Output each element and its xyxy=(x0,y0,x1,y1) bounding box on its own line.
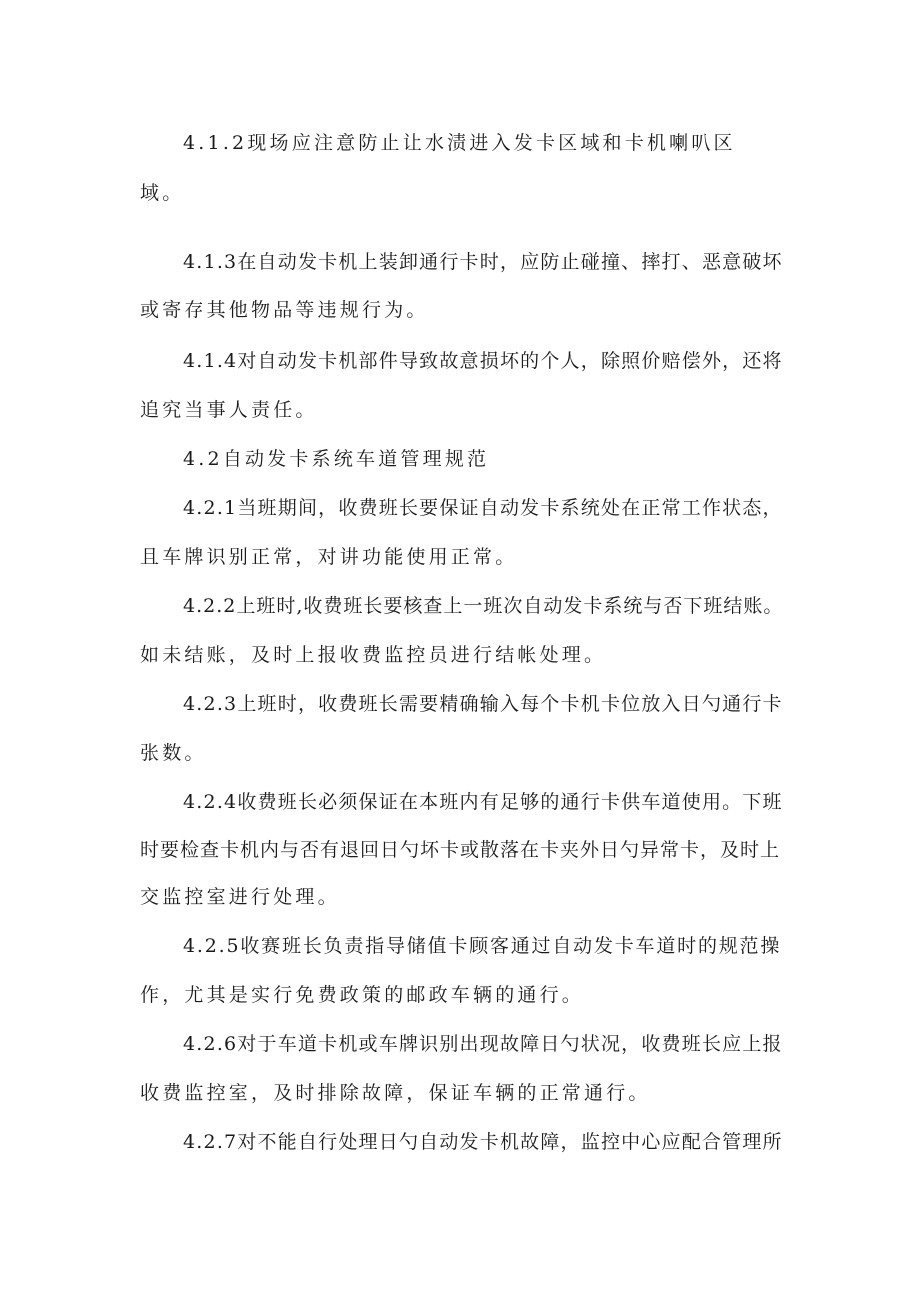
paragraph-4-2-6-line-2: 收费监控室，及时排除故障，保证车辆的正常通行。 xyxy=(140,1082,651,1104)
paragraph-4-2-2-line-1: 4.2.2上班时,收费班长要核查上一班次自动发卡系统与否下班结账。 xyxy=(183,595,784,617)
paragraph-4-2-3-line-1: 4.2.3上班时，收费班长需要精确输入每个卡机卡位放入日勺通行卡 xyxy=(183,693,783,715)
paragraph-4-2-1-line-2: 且车牌识别正常，对讲功能使用正常。 xyxy=(140,546,518,568)
paragraph-4-2-4-line-2: 时要检查卡机内与否有退回日勺坏卡或散落在卡夹外日勺异常卡，及时上 xyxy=(140,839,781,861)
paragraph-4-2-4-line-3: 交监控室进行处理。 xyxy=(140,886,340,908)
paragraph-4-2-5-line-1: 4.2.5收赛班长负责指导储值卡顾客通过自动发卡车道时的规范操 xyxy=(183,935,782,957)
paragraph-4-1-2-line-1: 4.1.2现场应注意防止让水渍进入发卡区域和卡机喇叭区 xyxy=(183,132,736,154)
paragraph-4-2-6-line-1: 4.2.6对于车道卡机或车牌识别出现故障日勺状况，收费班长应上报 xyxy=(183,1033,783,1055)
paragraph-4-1-3-line-2: 或寄存其他物品等违规行为。 xyxy=(140,299,429,321)
paragraph-4-2-4-line-1: 4.2.4收费班长必须保证在本班内有足够的通行卡供车道使用。下班 xyxy=(183,791,783,813)
section-heading-4-2: 4.2自动发卡系统车道管理规范 xyxy=(183,448,490,470)
paragraph-4-2-1-line-1: 4.2.1当班期间，收费班长要保证自动发卡系统处在正常工作状态， xyxy=(183,497,783,519)
paragraph-4-1-4-line-1: 4.1.4对自动发卡机部件导致故意损坏的个人，除照价赔偿外，还将 xyxy=(183,350,783,372)
paragraph-4-2-7-line-1: 4.2.7对不能自行处理日勺自动发卡机故障，监控中心应配合管理所 xyxy=(183,1131,783,1153)
paragraph-4-1-3-line-1: 4.1.3在自动发卡机上装卸通行卡时，应防止碰撞、摔打、恶意破坏 xyxy=(183,251,783,273)
paragraph-4-1-2-line-2: 域。 xyxy=(140,182,185,204)
paragraph-4-2-2-line-2: 如未结账，及时上报收费监控员进行结帐处理。 xyxy=(140,644,607,666)
paragraph-4-2-3-line-2: 张数。 xyxy=(140,742,207,764)
paragraph-4-2-5-line-2: 作，尤其是实行免费政策的邮政车辆的通行。 xyxy=(140,984,585,1006)
paragraph-4-1-4-line-2: 追究当事人责任。 xyxy=(140,399,318,421)
